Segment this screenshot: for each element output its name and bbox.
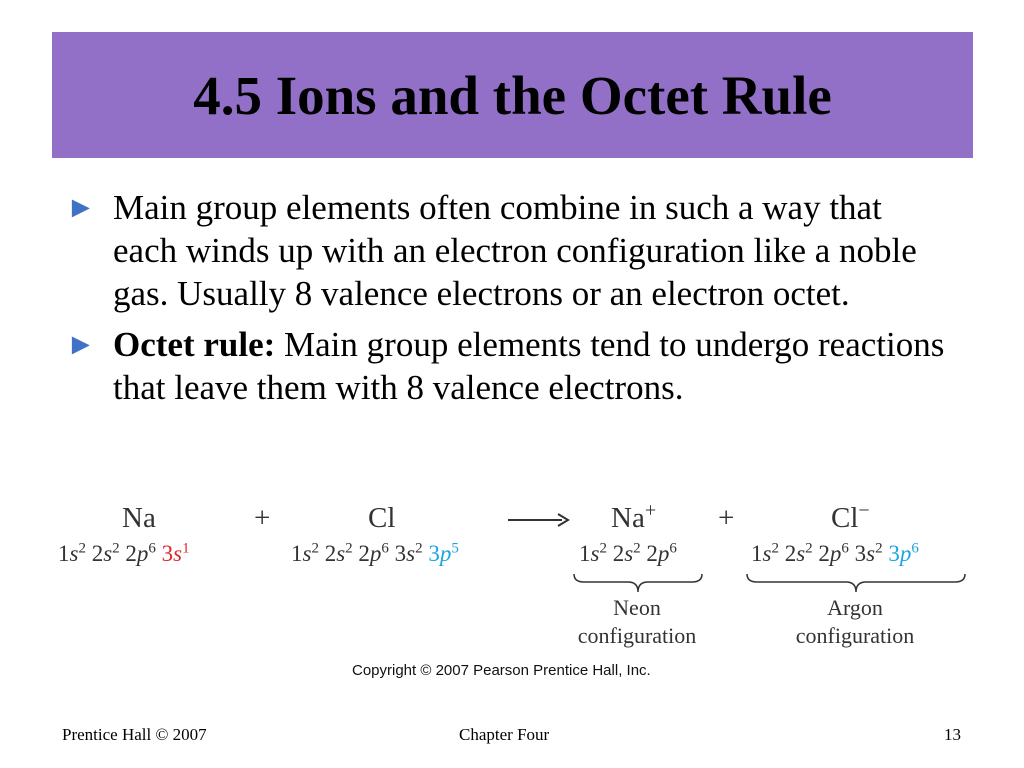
triangle-bullet-icon: ► bbox=[66, 191, 96, 224]
na-ion-configuration: $1s^2$ $2s^2$ $2p^6$ bbox=[579, 540, 677, 566]
cl-ion-configuration: $1s^2$ $2s^2$ $2p^6$ $3s^2$ $3p^6$ bbox=[751, 540, 919, 566]
plus-sign: + bbox=[718, 502, 735, 534]
figure-copyright: Copyright © 2007 Pearson Prentice Hall, Inc. bbox=[352, 662, 651, 679]
triangle-bullet-icon: ► bbox=[66, 328, 96, 361]
neon-configuration-label: Neon configuration bbox=[577, 595, 697, 648]
bullet-text-body: Main group elements often combine in such a way that each winds up with an electron configuration like a noble gas. Usually 8 valence electrons or an electron octet. bbox=[113, 188, 917, 313]
slide-number: 13 bbox=[944, 725, 961, 744]
reaction-arrow-icon bbox=[508, 510, 570, 530]
na-ion-symbol: Na+ bbox=[611, 499, 657, 534]
cl-symbol: Cl bbox=[368, 502, 396, 534]
argon-brace-icon bbox=[745, 572, 967, 594]
bullet-term: Octet rule: bbox=[113, 325, 276, 364]
footer-center: Chapter Four bbox=[459, 725, 550, 744]
footer-left: Prentice Hall © 2007 bbox=[62, 725, 207, 744]
na-configuration: $1s^2$ $2s^2$ $2p^6$ $3s^1$ bbox=[58, 540, 190, 566]
plus-sign: + bbox=[254, 502, 271, 534]
na-symbol: Na bbox=[122, 502, 156, 534]
slide-title: 4.5 Ions and the Octet Rule bbox=[193, 64, 832, 126]
cl-configuration: $1s^2$ $2s^2$ $2p^6$ $3s^2$ $3p^5$ bbox=[291, 540, 459, 566]
cl-ion-symbol: Cl− bbox=[831, 499, 870, 534]
argon-configuration-label: Argon configuration bbox=[795, 595, 915, 648]
neon-brace-icon bbox=[572, 572, 704, 594]
bullet-text-body: Main group elements tend to undergo reactions that leave them with 8 valence electrons. bbox=[113, 325, 945, 407]
